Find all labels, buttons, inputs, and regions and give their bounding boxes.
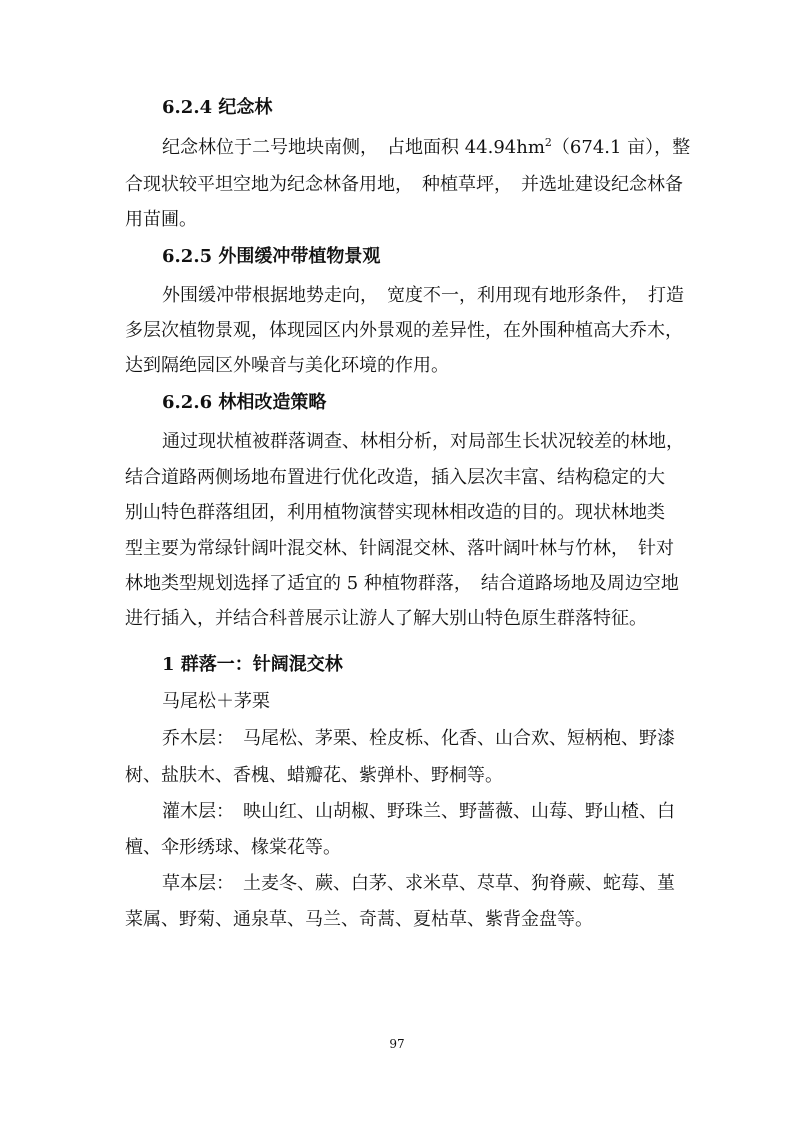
paragraph-line: 别山特色群落组团，利用植物演替实现林相改造的目的。现状林地类: [125, 502, 665, 523]
community-heading: 1 群落一：针阔混交林: [162, 654, 343, 675]
tree-layer-line: 乔木层： 马尾松、茅栗、栓皮栎、化香、山合欢、短柄枹、野漆: [162, 728, 675, 749]
tree-layer-line: 树、盐肤木、香槐、蜡瓣花、紫弹朴、野桐等。: [125, 765, 503, 786]
paragraph-line: 合现状较平坦空地为纪念林备用地， 种植草坪， 并选址建设纪念林备: [125, 174, 683, 195]
paragraph-line: 林地类型规划选择了适宜的 5 种植物群落， 结合道路场地及周边空地: [125, 573, 679, 594]
herb-layer-line: 菜属、野菊、通泉草、马兰、奇蒿、夏枯草、紫背金盘等。: [125, 909, 593, 930]
community-combo: 马尾松＋茅栗: [162, 691, 270, 712]
paragraph-line: 外围缓冲带根据地势走向， 宽度不一，利用现有地形条件， 打造: [162, 285, 684, 306]
shrub-layer-line: 灌木层： 映山红、山胡椒、野珠兰、野蔷薇、山莓、野山楂、白: [162, 801, 675, 822]
section-heading: 6.2.4 纪念林: [162, 97, 273, 118]
paragraph-line: 多层次植物景观，体现园区内外景观的差异性，在外围种植高大乔木，: [125, 320, 683, 341]
section-heading: 6.2.5 外围缓冲带植物景观: [162, 246, 381, 267]
page-number: 97: [389, 1037, 405, 1051]
paragraph-line: 型主要为常绿针阔叶混交林、针阔混交林、落叶阔叶林与竹林， 针对: [125, 538, 674, 559]
section-heading: 6.2.6 林相改造策略: [162, 392, 327, 413]
paragraph-line: 结合道路两侧场地布置进行优化改造，插入层次丰富、结构稳定的大: [125, 467, 665, 488]
shrub-layer-line: 檀、伞形绣球、椽棠花等。: [125, 837, 341, 858]
paragraph-line: 达到隔绝园区外噪音与美化环境的作用。: [125, 355, 449, 376]
paragraph-line: 用苗圃。: [125, 209, 197, 230]
paragraph-line: 进行插入，并结合科普展示让游人了解大别山特色原生群落特征。: [125, 608, 647, 629]
paragraph-line: 通过现状植被群落调查、林相分析，对局部生长状况较差的林地，: [162, 431, 684, 452]
herb-layer-line: 草本层： 土麦冬、蕨、白茅、求米草、荩草、狗脊蕨、蛇莓、堇: [162, 873, 675, 894]
paragraph-line: 纪念林位于二号地块南侧， 占地面积 $44.94hm^2(674.1$ 亩），整: [162, 136, 691, 158]
